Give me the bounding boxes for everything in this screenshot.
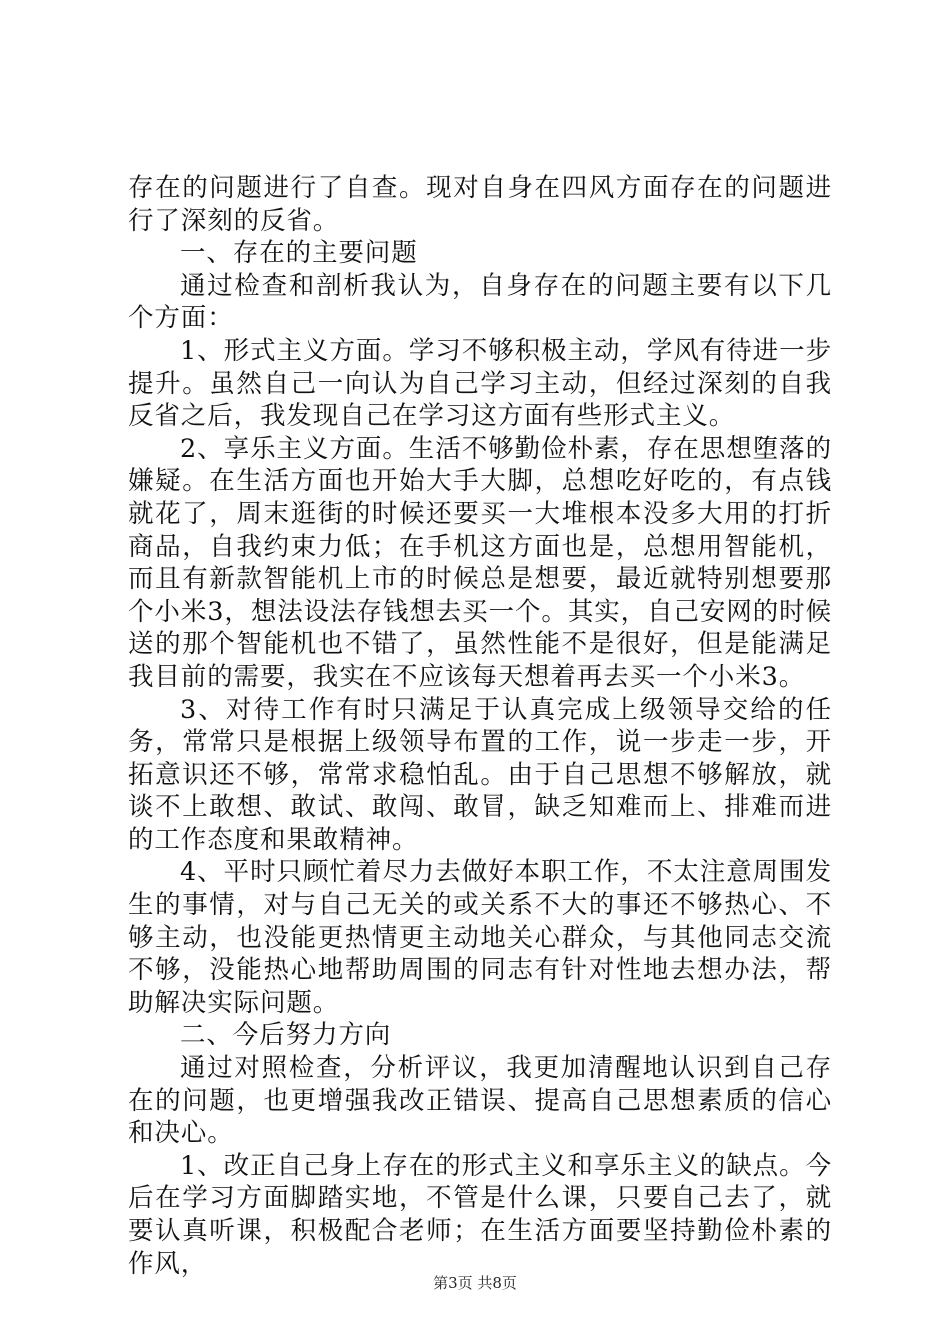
paragraph: 通过对照检查，分析评议，我更加清醒地认识到自己存在的问题，也更增强我改正错误、提高自己思想素质的信心和决心。: [128, 1053, 832, 1149]
paragraph: 2、享乐主义方面。生活不够勤俭朴素，存在思想堕落的嫌疑。在生活方面也开始大手大脚，总想吃好吃的，有点钱就花了，周末逛街的时候还要买一大堆根本没多大用的打折商品，自我约束力低；在手机这方面也是，总想用智能机，而且有新款智能机上市的时候总是想要，最近就特别想要那个小米3，想法设法存钱想去买一个。其实，自己安网的时候送的那个智能机也不错了，虽然性能不是很好，但是能满足我目前的需要，我实在不应该每天想着再去买一个小米3。: [128, 433, 832, 692]
paragraph: 3、对待工作有时只满足于认真完成上级领导交给的任务，常常只是根据上级领导布置的工作，说一步走一步，开拓意识还不够，常常求稳怕乱。由于自己思想不够解放，就谈不上敢想、敢试、敢闯、敢冒，缺乏知难而上、排难而进的工作态度和果敢精神。: [128, 694, 832, 855]
paragraph: 一、存在的主要问题: [180, 238, 418, 269]
paragraph: 存在的问题进行了自查。现对自身在四风方面存在的问题进行了深刻的反省。: [128, 173, 832, 236]
paragraph: 通过检查和剖析我认为，自身存在的问题主要有以下几个方面：: [128, 270, 832, 334]
paragraph: 4、平时只顾忙着尽力去做好本职工作，不太注意周围发生的事情，对与自己无关的或关系不大的事还不够热心、不够主动，也没能更热情更主动地关心群众，与其他同志交流不够，没能热心地帮助周围的同志有针对性地去想办法，帮助解决实际问题。: [128, 857, 832, 1018]
document-body: [128, 172, 832, 1280]
page-footer: 第3页 共8页: [433, 1274, 517, 1292]
paragraph: 1、形式主义方面。学习不够积极主动，学风有待进一步提升。虽然自己一向认为自己学习主动，但经过深刻的自我反省之后，我发现自己在学习这方面有些形式主义。: [128, 335, 832, 432]
paragraph: 二、今后努力方向: [180, 1020, 392, 1051]
paragraph: 1、改正自己身上存在的形式主义和享乐主义的缺点。今后在学习方面脚踏实地，不管是什么课，只要自己去了，就要认真听课，积极配合老师；在生活方面要坚持勤俭朴素的作风，: [128, 1150, 832, 1279]
